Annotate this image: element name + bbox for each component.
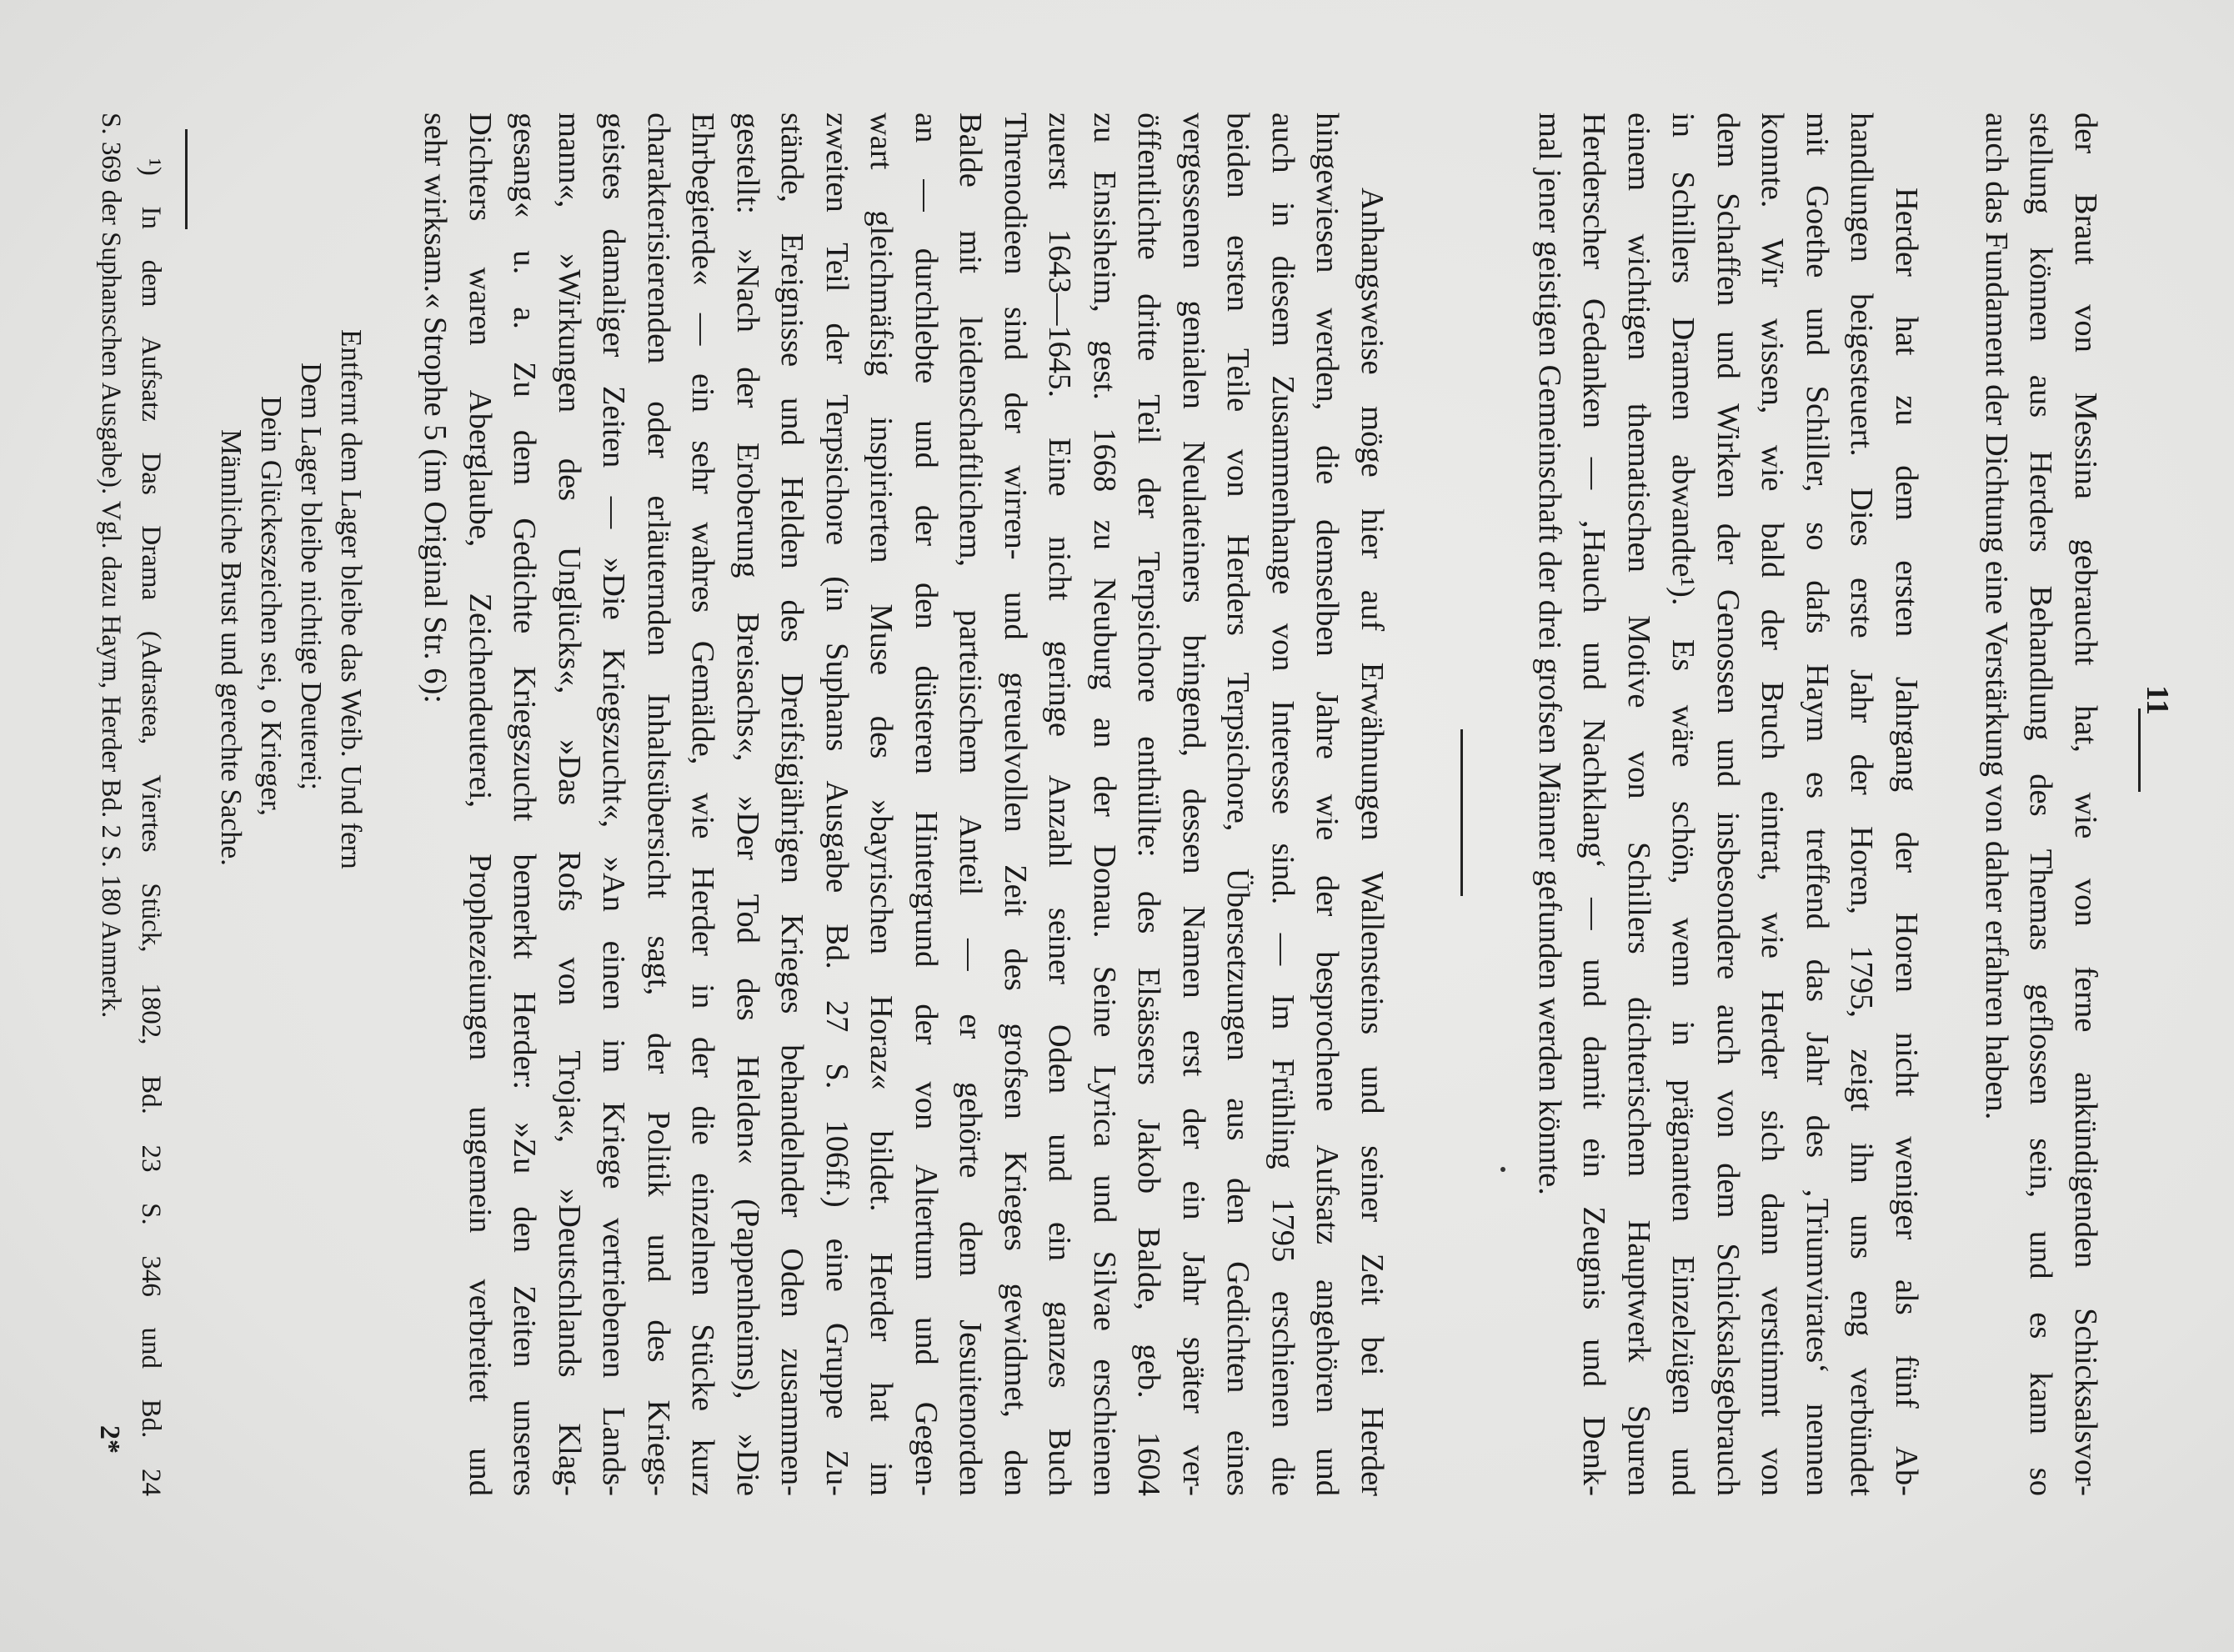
footnote-line: ¹) In dem Aufsatz Das Drama (Adrastea, Viertes Stück, 1802, Bd. 23 S. 346 und Bd. 24 [136,158,166,1496]
text-line: mit Goethe und Schiller, so dafs Haym es treffend das Jahr des ‚Triumvirates‘ nennen [1800,113,1835,1496]
text-line: auch das Fundament der Dichtung eine Verstärkung von daher erfahren haben. [1979,113,2014,1120]
text-line: stände, Ereignisse und Helden des Dreifsigjährigen Krieges behandelnder Oden zusammen- [774,113,810,1496]
footnote-line: S. 369 der Suphanschen Ausgabe). Vgl. dazu Haym, Herder Bd. 2 S. 180 Anmerk. [96,113,126,1019]
paragraph-terpsichore [413,113,1394,1496]
section-divider [1460,729,1463,896]
text-line: hingewiesen werden, die demselben Jahre wie der besprochene Aufsatz angehören und [1310,113,1345,1496]
text-line: Herderscher Gedanken — ‚Hauch und Nachklang‘ — und damit ein Zeugnis und Denk- [1576,113,1612,1496]
text-line: sehr wirksam.« Strophe 5 (im Original Str. 6): [418,113,453,703]
text-line: stellung können aus Herders Behandlung des Themas geflossen sein, und es kann so [2023,113,2059,1496]
text-line: vergessenen genialen Neulateiners bringend, dessen Namen erst der ein Jahr später ver- [1176,113,1211,1496]
text-line: an — durchlebte und der den düsteren Hintergrund der von Altertum und Gegen- [909,113,944,1496]
text-line: gesang« u. a. Zu dem Gedichte Kriegszucht bemerkt Herder: »Zu den Zeiten unseres [507,113,543,1496]
text-line: wart gleichmäfsig inspirierten Muse des »bayrischen Horaz« bildet. Herder hat im [864,113,899,1496]
text-line: einem wichtigen thematischen Motive von Schillers dichterischem Hauptwerk Spuren [1621,113,1656,1496]
text-line: auch in diesem Zusammenhange von Interesse sind. — Im Frühling 1795 erschienen die [1265,113,1300,1496]
text-line: Dichters waren Aberglaube, Zeichendeuterei, Prophezeiungen ungemein verbreitet und [463,113,498,1496]
scan-speck [1500,1167,1505,1172]
text-line: dem Schaffen und Wirken der Genossen und insbesondere auch von dem Schicksalsgebrauch [1711,113,1746,1496]
signature-mark: 2* [94,1425,125,1454]
text-line: Herder hat zu dem ersten Jahrgang der Horen nicht weniger als fünf Ab- [1889,188,1924,1496]
text-line: Balde mit leidenschaftlichem, parteiischem Anteil — er gehörte dem Jesuitenorden [953,113,989,1496]
text-line: charakterisierenden oder erläuternden Inhaltsübersicht sagt, der Politik und des Kriegs- [641,113,676,1496]
footnote [91,113,171,1496]
text-line: handlungen beigesteuert. Dies erste Jahr der Horen, 1795, zeigt ihn uns eng verbündet [1844,113,1880,1496]
text-line: zu Ensisheim, gest. 1668 zu Neuburg an der Donau. Seine Lyrica und Silvae erschienen [1087,113,1122,1496]
text-line: zuerst 1643—1645. Eine nicht geringe Anzahl seiner Oden und ein ganzes Buch [1042,113,1078,1496]
poem-line: Männliche Brust und gerechte Sache. [215,429,248,866]
text-line: geistes damaliger Zeiten — »Die Kriegszucht«, »An einen im Kriege vertriebenen Lands- [596,113,632,1496]
text-line: Threnodieen sind der wirren- und greuelvollen Zeit des grofsen Krieges gewidmet, den [998,113,1033,1496]
text-line: mal jener geistigen Gemeinschaft der drei grofsen Männer gefunden werden könnte. [1532,113,1567,1195]
poem-line: Entfernt dem Lager bleibe das Weib. Und fern [335,329,368,869]
text-line: mann«, »Wirkungen des Unglücks«, »Das Rofs von Troja«, »Deutschlands Klag- [552,113,587,1496]
page-number-rule [2138,708,2141,792]
paragraph-horen [1527,113,1929,1496]
poem-line: Dein Glückeszeichen sei, o Krieger, [255,396,288,816]
paragraph-schicksal [1974,113,2108,1496]
page-number: 11 [2140,685,2175,715]
text-line: gestellt: »Nach der Eroberung Breisachs«, »Der Tod des Helden« (Pappenheims), »Die [730,113,765,1496]
text-line: zweiten Teil der Terpsichore (in Suphans Ausgabe Bd. 27 S. 106ff.) eine Gruppe Zu- [819,113,854,1496]
poem-line: Dem Lager bleibe nichtige Deuterei; [295,363,328,791]
text-line: der Braut von Messina gebraucht hat, wie von ferne ankündigenden Schicksalsvor- [2068,113,2103,1496]
footnote-rule [185,129,188,229]
text-line: Ehrbegierde« — ein sehr wahres Gemälde, wie Herder in der die einzelnen Stücke kurz [685,113,721,1496]
poem-stanza [211,113,371,1496]
text-line: in Schillers Dramen abwandte¹). Es wäre schön, wenn in prägnanten Einzelzügen und [1665,113,1701,1496]
text-line: öffentlichte dritte Teil der Terpsichore enthüllte: des Elsässers Jakob Balde, geb. 1604 [1131,113,1167,1496]
text-line: konnte. Wir wissen, wie bald der Bruch eintrat, wie Herder sich dann verstimmt von [1755,113,1791,1496]
text-line: beiden ersten Teile von Herders Terpsichore, Übersetzungen aus den Gedichten eines [1220,113,1256,1496]
text-line: Anhangsweise möge hier auf Erwähnungen Wallensteins und seiner Zeit bei Herder [1355,188,1390,1496]
